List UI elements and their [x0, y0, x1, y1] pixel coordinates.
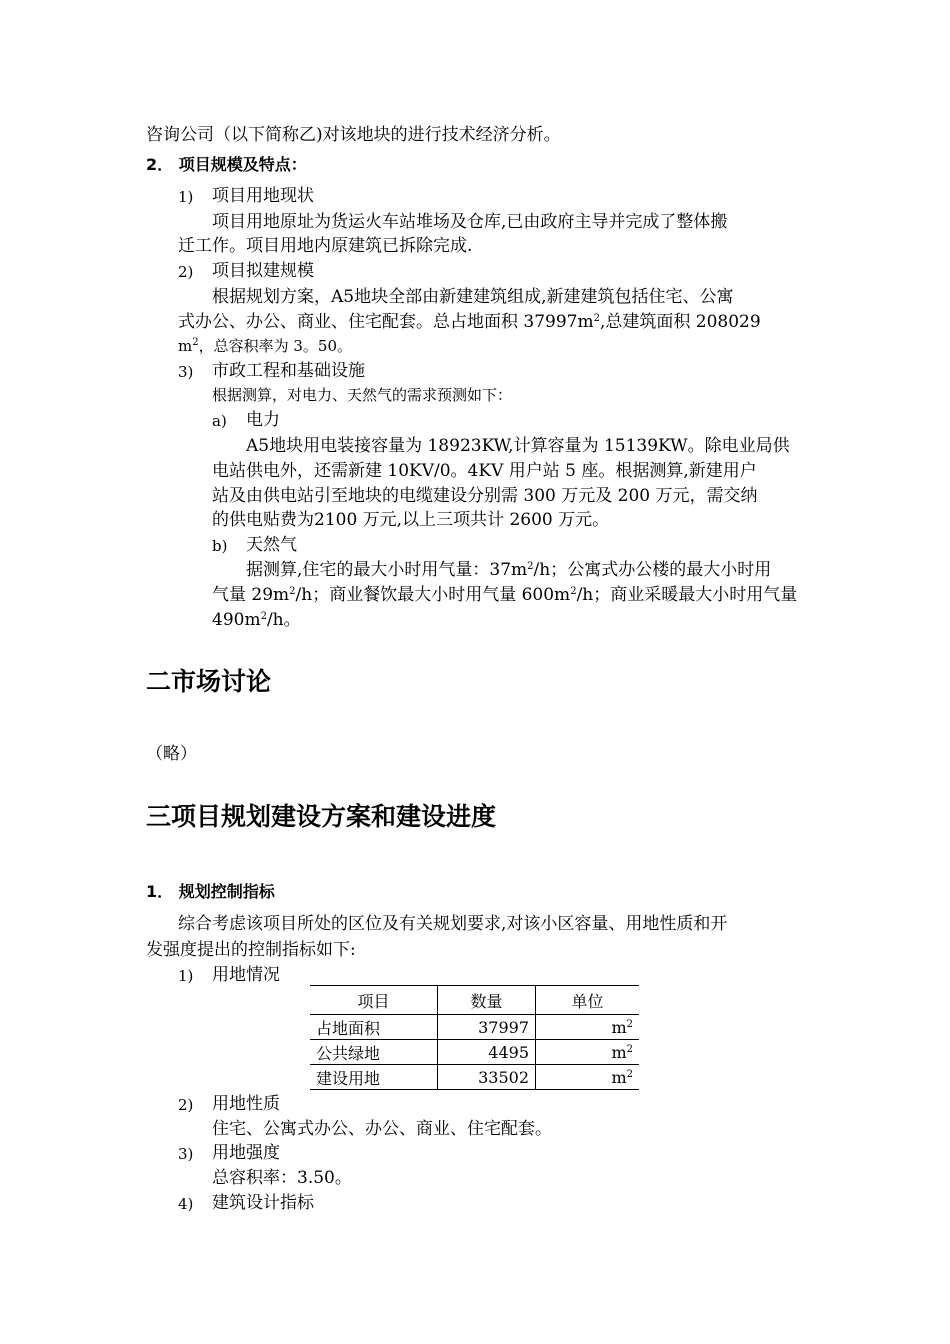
- paragraph-line: $m^2$，总容积率为 3。50。: [178, 337, 353, 355]
- table-cell: $m^2$: [536, 1065, 640, 1090]
- paragraph-line: A5地块用电装接容量为 18923KW,计算容量为 15139KW。除电业局供: [246, 436, 790, 456]
- column-header: 数量: [438, 986, 536, 1015]
- intro-line: 咨询公司（以下简称乙)对该地块的进行技术经济分析。: [146, 125, 561, 145]
- paragraph-line: 发强度提出的控制指标如下:: [146, 940, 356, 960]
- paragraph-line: 站及由供电站引至地块的电缆建设分别需 300 万元及 200 万元，需交纳: [212, 486, 758, 506]
- item-title: 项目用地现状: [212, 186, 314, 206]
- list-marker: a): [212, 412, 227, 430]
- list-marker: 2): [178, 263, 194, 281]
- paragraph-line: 总容积率：3.50。: [212, 1168, 352, 1188]
- item-title: 项目拟建规模: [212, 261, 314, 281]
- paragraph-line: 住宅、公寓式办公、办公、商业、住宅配套。: [212, 1119, 552, 1139]
- paragraph-line: 根据规划方案，A5地块全部由新建建筑组成,新建建筑包括住宅、公寓: [212, 287, 734, 307]
- table-cell: $m^2$: [536, 1015, 640, 1040]
- table-cell: 37997: [438, 1015, 536, 1040]
- list-marker: 1): [178, 188, 194, 206]
- paragraph-line: 据测算,住宅的最大小时用气量：$37m^2/h$；公寓式办公楼的最大小时用: [246, 560, 772, 580]
- chapter-title-planning: 三项目规划建设方案和建设进度: [146, 802, 497, 831]
- item-title: 建筑设计指标: [212, 1193, 314, 1213]
- chapter-title-market: 二市场讨论: [146, 667, 272, 696]
- item-title: 用地情况: [212, 965, 280, 985]
- paragraph-line: 迁工作。项目用地内原建筑已拆除完成.: [178, 236, 473, 256]
- paragraph-line: 综合考虑该项目所处的区位及有关规划要求,对该小区容量、用地性质和开: [178, 914, 728, 934]
- table-cell: 公共绿地: [310, 1040, 438, 1065]
- column-header: 单位: [536, 986, 640, 1015]
- list-marker: 4): [178, 1195, 194, 1213]
- column-header: 项目: [310, 986, 438, 1015]
- item-title: 天然气: [246, 535, 297, 555]
- paragraph-line: 根据测算，对电力、天然气的需求预测如下：: [212, 386, 513, 404]
- paragraph-line: 气量 $29m^2/h$；商业餐饮最大小时用气量 $600m^2/h$；商业采暖最大小时用气量: [212, 585, 798, 605]
- item-title: 用地性质: [212, 1094, 280, 1114]
- list-marker: b): [212, 537, 228, 555]
- item-title: 用地强度: [212, 1143, 280, 1163]
- item-title: 市政工程和基础设施: [212, 361, 365, 381]
- section-heading-scale: 2． 项目规模及特点：: [146, 155, 307, 174]
- table-header-row: [310, 986, 639, 1015]
- table-row: [310, 1065, 639, 1090]
- table-row: [310, 1040, 639, 1065]
- paragraph-line: 电站供电外，还需新建 10KV/0。4KV 用户站 5 座。根据测算,新建用户: [212, 461, 757, 481]
- paragraph-line: 的供电贴费为2100 万元,以上三项共计 2600 万元。: [212, 510, 610, 530]
- paragraph-line: 项目用地原址为货运火车站堆场及仓库,已由政府主导并完成了整体搬: [212, 212, 728, 232]
- chapter-body: （略）: [146, 744, 197, 764]
- table-cell: 建设用地: [310, 1065, 438, 1090]
- list-marker: 2): [178, 1096, 194, 1114]
- table-cell: 4495: [438, 1040, 536, 1065]
- table-cell: $m^2$: [536, 1040, 640, 1065]
- list-marker: 3): [178, 1145, 194, 1163]
- land-use-table: [310, 985, 639, 1090]
- paragraph-line: $490m^2/h$。: [212, 610, 301, 630]
- section-heading-indicators: 1． 规划控制指标: [146, 882, 275, 901]
- table-cell: 33502: [438, 1065, 536, 1090]
- table-row: [310, 1015, 639, 1040]
- list-marker: 3): [178, 363, 194, 381]
- list-marker: 1): [178, 967, 194, 985]
- paragraph-line: 式办公、办公、商业、住宅配套。总占地面积 $37997m^2$,总建筑面积 208029: [178, 312, 761, 332]
- table-cell: 占地面积: [310, 1015, 438, 1040]
- item-title: 电力: [246, 410, 280, 430]
